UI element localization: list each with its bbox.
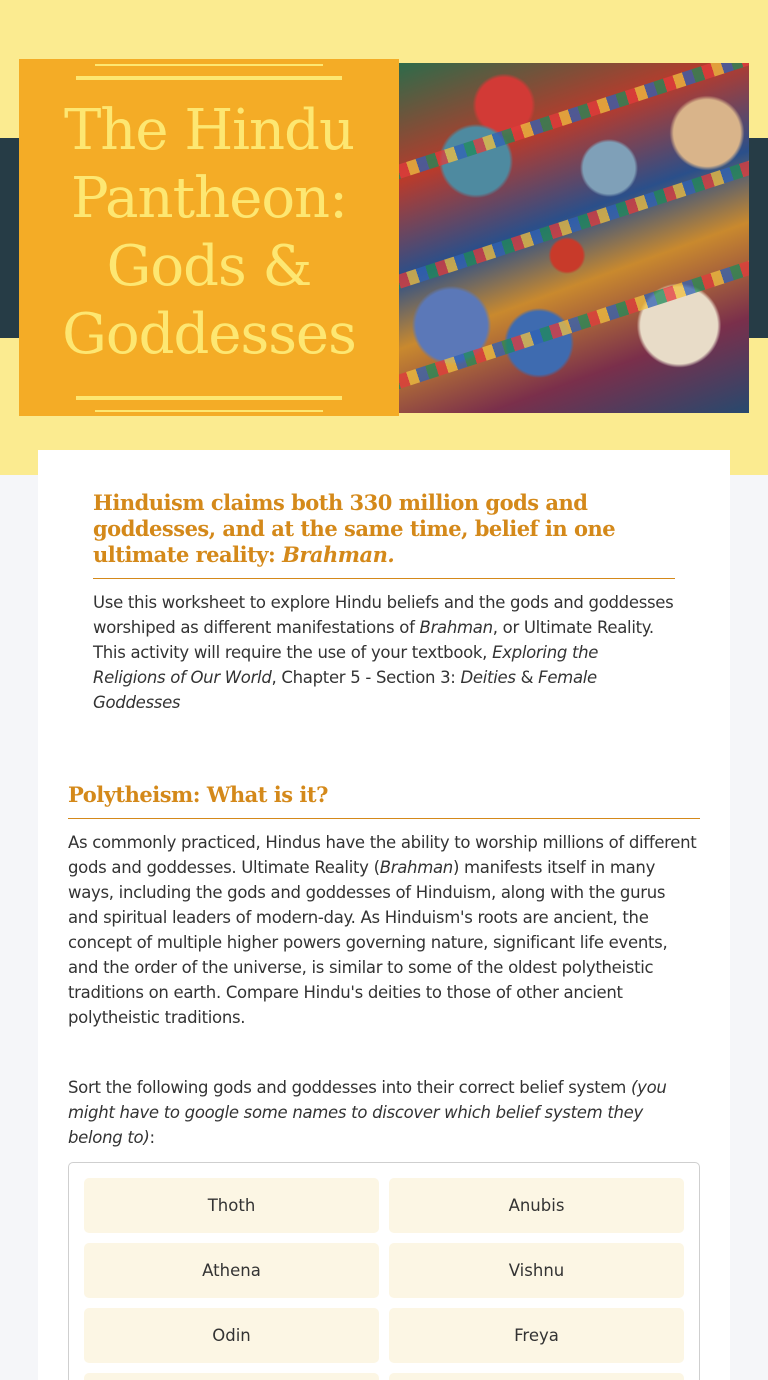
image-detail xyxy=(399,148,749,291)
text-run-italic: Brahman xyxy=(379,858,453,877)
intro-paragraph xyxy=(93,590,675,715)
text-run: As commonly practiced, Hindus have the ability to worship millions of different gods and goddesses. Ultimate Reality ( xyxy=(68,833,697,877)
draggable-option-thoth[interactable]: Thoth xyxy=(84,1178,379,1233)
sort-instructions xyxy=(68,1075,700,1150)
text-run-italic: Brahman xyxy=(419,618,493,637)
text-run: : xyxy=(149,1128,155,1147)
text-run: ) manifests itself in many ways, including the gods and goddesses of Hinduism, along with the gurus and spiritual leaders of modern-day. As Hinduism's roots are ancient, the concept of multiple higher powers governing nature, significant life events, and the order of the universe, is similar to some of the oldest polytheistic traditions on earth. Compare Hindu's deities to those of other ancient polytheistic traditions. xyxy=(68,858,668,1027)
sortable-options-pool xyxy=(68,1162,700,1380)
section-title: Polytheism: What is it? xyxy=(68,780,700,819)
decorative-line xyxy=(95,410,323,412)
draggable-option-odin[interactable]: Odin xyxy=(84,1308,379,1363)
draggable-option[interactable] xyxy=(84,1373,379,1380)
decorative-line xyxy=(76,76,342,80)
text-run: Sort the following gods and goddesses into their correct belief system xyxy=(68,1078,631,1097)
draggable-option-freya[interactable]: Freya xyxy=(389,1308,684,1363)
text-run: Use this worksheet to explore Hindu beliefs and the gods and goddesses worshiped as different manifestations of xyxy=(93,593,674,637)
draggable-option[interactable] xyxy=(389,1373,684,1380)
title-line: The Hindu xyxy=(63,98,355,163)
title-line: Goddesses xyxy=(62,302,356,367)
text-run-italic: Deities xyxy=(460,668,516,687)
worksheet-card xyxy=(38,450,730,1380)
section-paragraph xyxy=(68,830,700,1030)
page-title xyxy=(19,97,399,369)
draggable-option-vishnu[interactable]: Vishnu xyxy=(389,1243,684,1298)
text-run-italic: Female Goddesses xyxy=(93,668,597,712)
text-run: , or Ultimate Reality. This activity will require the use of your textbook, xyxy=(93,618,654,662)
intro-heading xyxy=(93,490,675,579)
text-run-italic: (you might have to google some names to discover which belief system they belong to) xyxy=(68,1078,667,1147)
text-run: , Chapter 5 - Section 3: xyxy=(271,668,461,687)
text-run: & xyxy=(515,668,539,687)
polytheism-section xyxy=(68,780,700,1380)
image-detail xyxy=(399,63,749,182)
textbook-title: Exploring the Religions of Our World xyxy=(93,643,599,687)
intro-block xyxy=(93,490,675,715)
draggable-option-anubis[interactable]: Anubis xyxy=(389,1178,684,1233)
decorative-line xyxy=(95,64,323,66)
title-line: Gods & xyxy=(106,234,312,299)
title-line: Pantheon: xyxy=(71,166,347,231)
title-box xyxy=(19,59,399,416)
intro-heading-text: Hinduism claims both 330 million gods and goddesses, and at the same time, belief in one ultimate reality: xyxy=(93,490,616,567)
decorative-line xyxy=(76,396,342,400)
draggable-option-athena[interactable]: Athena xyxy=(84,1243,379,1298)
temple-statues-image xyxy=(399,63,749,413)
intro-heading-emphasis: Brahman. xyxy=(282,542,395,567)
